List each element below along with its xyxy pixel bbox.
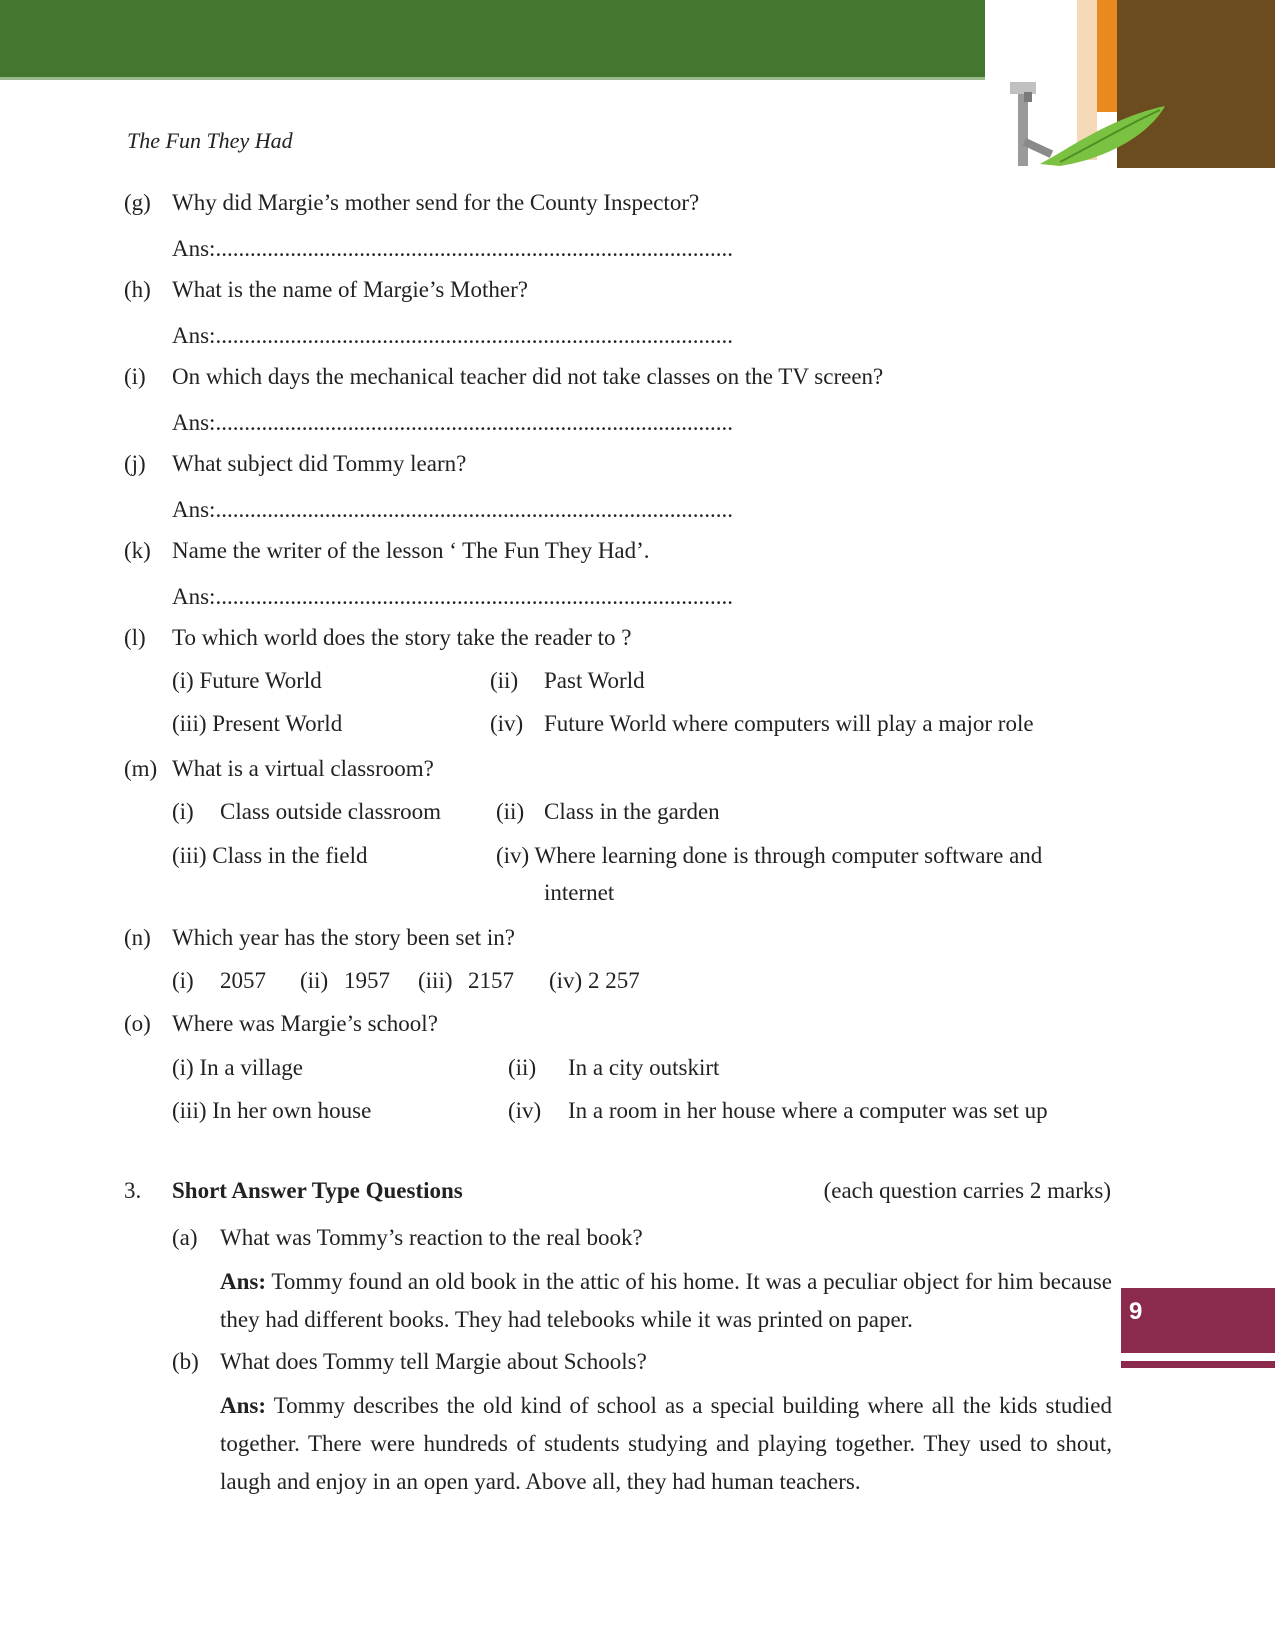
option-label: (ii) (496, 799, 525, 824)
option-o-i: (i) In a village (172, 1055, 303, 1080)
option-label: (ii) (490, 668, 519, 693)
answer-line: Ans:.......................................................................................... (172, 584, 733, 609)
header-band-rule (0, 77, 985, 80)
option-l-ii: Past World (544, 668, 645, 693)
option-m-iv-cont: internet (544, 880, 615, 905)
answer-line: Ans:.......................................................................................... (172, 323, 733, 348)
option-o-iv: In a room in her house where a computer was set up (568, 1098, 1048, 1123)
question-label: (l) (124, 625, 146, 650)
question-label: (g) (124, 190, 151, 215)
section-title: Short Answer Type Questions (172, 1178, 463, 1203)
question-label: (i) (124, 364, 146, 389)
answer-label: Ans: (220, 1269, 267, 1294)
option-m-iv: (iv) Where learning done is through computer software and (496, 843, 1043, 868)
question-label: (j) (124, 451, 146, 476)
page-number: 9 (1129, 1298, 1143, 1325)
option-l-iv: Future World where computers will play a major role (544, 711, 1034, 736)
question-text: Name the writer of the lesson ‘ The Fun They Had’. (172, 538, 650, 563)
question-label: (h) (124, 277, 151, 302)
question-text: What does Tommy tell Margie about Schools? (220, 1349, 647, 1374)
question-label: (k) (124, 538, 151, 563)
section-marks-note: (each question carries 2 marks) (823, 1178, 1111, 1203)
option-l-i: (i) Future World (172, 668, 322, 693)
question-text: What is the name of Margie’s Mother? (172, 277, 528, 302)
option-m-iii: (iii) Class in the field (172, 843, 368, 868)
option-l-iii: (iii) Present World (172, 711, 343, 736)
answer-line: Ans:.......................................................................................... (172, 236, 733, 261)
option-n-i: 2057 (220, 968, 266, 993)
option-m-ii: Class in the garden (544, 799, 720, 824)
question-label: (b) (172, 1349, 199, 1374)
question-text: What was Tommy’s reaction to the real book? (220, 1225, 643, 1250)
option-label: (i) (172, 799, 194, 824)
option-label: (iii) (418, 968, 453, 993)
question-text: What is a virtual classroom? (172, 756, 434, 781)
question-text: Which year has the story been set in? (172, 925, 515, 950)
option-label: (iv) (490, 711, 524, 736)
question-label: (a) (172, 1225, 198, 1250)
option-label: (ii) (508, 1055, 537, 1080)
question-label: (o) (124, 1011, 151, 1036)
option-n-ii: 1957 (344, 968, 390, 993)
answer-line: Ans:.......................................................................................... (172, 410, 733, 435)
answer-text: Tommy found an old book in the attic of his home. It was a peculiar object for him because they had different books. They had telebooks while it was printed on paper. (220, 1269, 1112, 1332)
answer-paragraph (220, 1263, 1112, 1339)
question-text: On which days the mechanical teacher did not take classes on the TV screen? (172, 364, 884, 389)
option-label: (i) (172, 968, 194, 993)
question-text: Where was Margie’s school? (172, 1011, 438, 1036)
option-n-iii: 2157 (468, 968, 514, 993)
question-label: (n) (124, 925, 151, 950)
header-band-green (0, 0, 985, 77)
question-label: (m) (124, 756, 158, 781)
option-o-iii: (iii) In her own house (172, 1098, 372, 1123)
answer-text: Tommy describes the old kind of school as a special building where all the kids studied together. There were hundreds of students studying and playing together. They used to shout, laugh and enjoy in an open yard. Above all, they had human teachers. (220, 1393, 1112, 1494)
answer-paragraph (220, 1387, 1112, 1501)
page-number-tab (1121, 1288, 1275, 1353)
option-label: (ii) (300, 968, 329, 993)
question-text: To which world does the story take the reader to ? (172, 625, 632, 650)
page-number-rule (1121, 1361, 1275, 1368)
section-number: 3. (124, 1178, 142, 1203)
option-n-iv: (iv) 2 257 (549, 968, 640, 993)
option-label: (iv) (508, 1098, 542, 1123)
option-m-i: Class outside classroom (220, 799, 442, 824)
pen-leaf-decoration-icon (1000, 78, 1180, 178)
question-text: Why did Margie’s mother send for the County Inspector? (172, 190, 700, 215)
answer-label: Ans: (220, 1393, 267, 1418)
running-title: The Fun They Had (127, 128, 293, 153)
option-o-ii: In a city outskirt (568, 1055, 720, 1080)
answer-line: Ans:.......................................................................................... (172, 497, 733, 522)
question-text: What subject did Tommy learn? (172, 451, 467, 476)
